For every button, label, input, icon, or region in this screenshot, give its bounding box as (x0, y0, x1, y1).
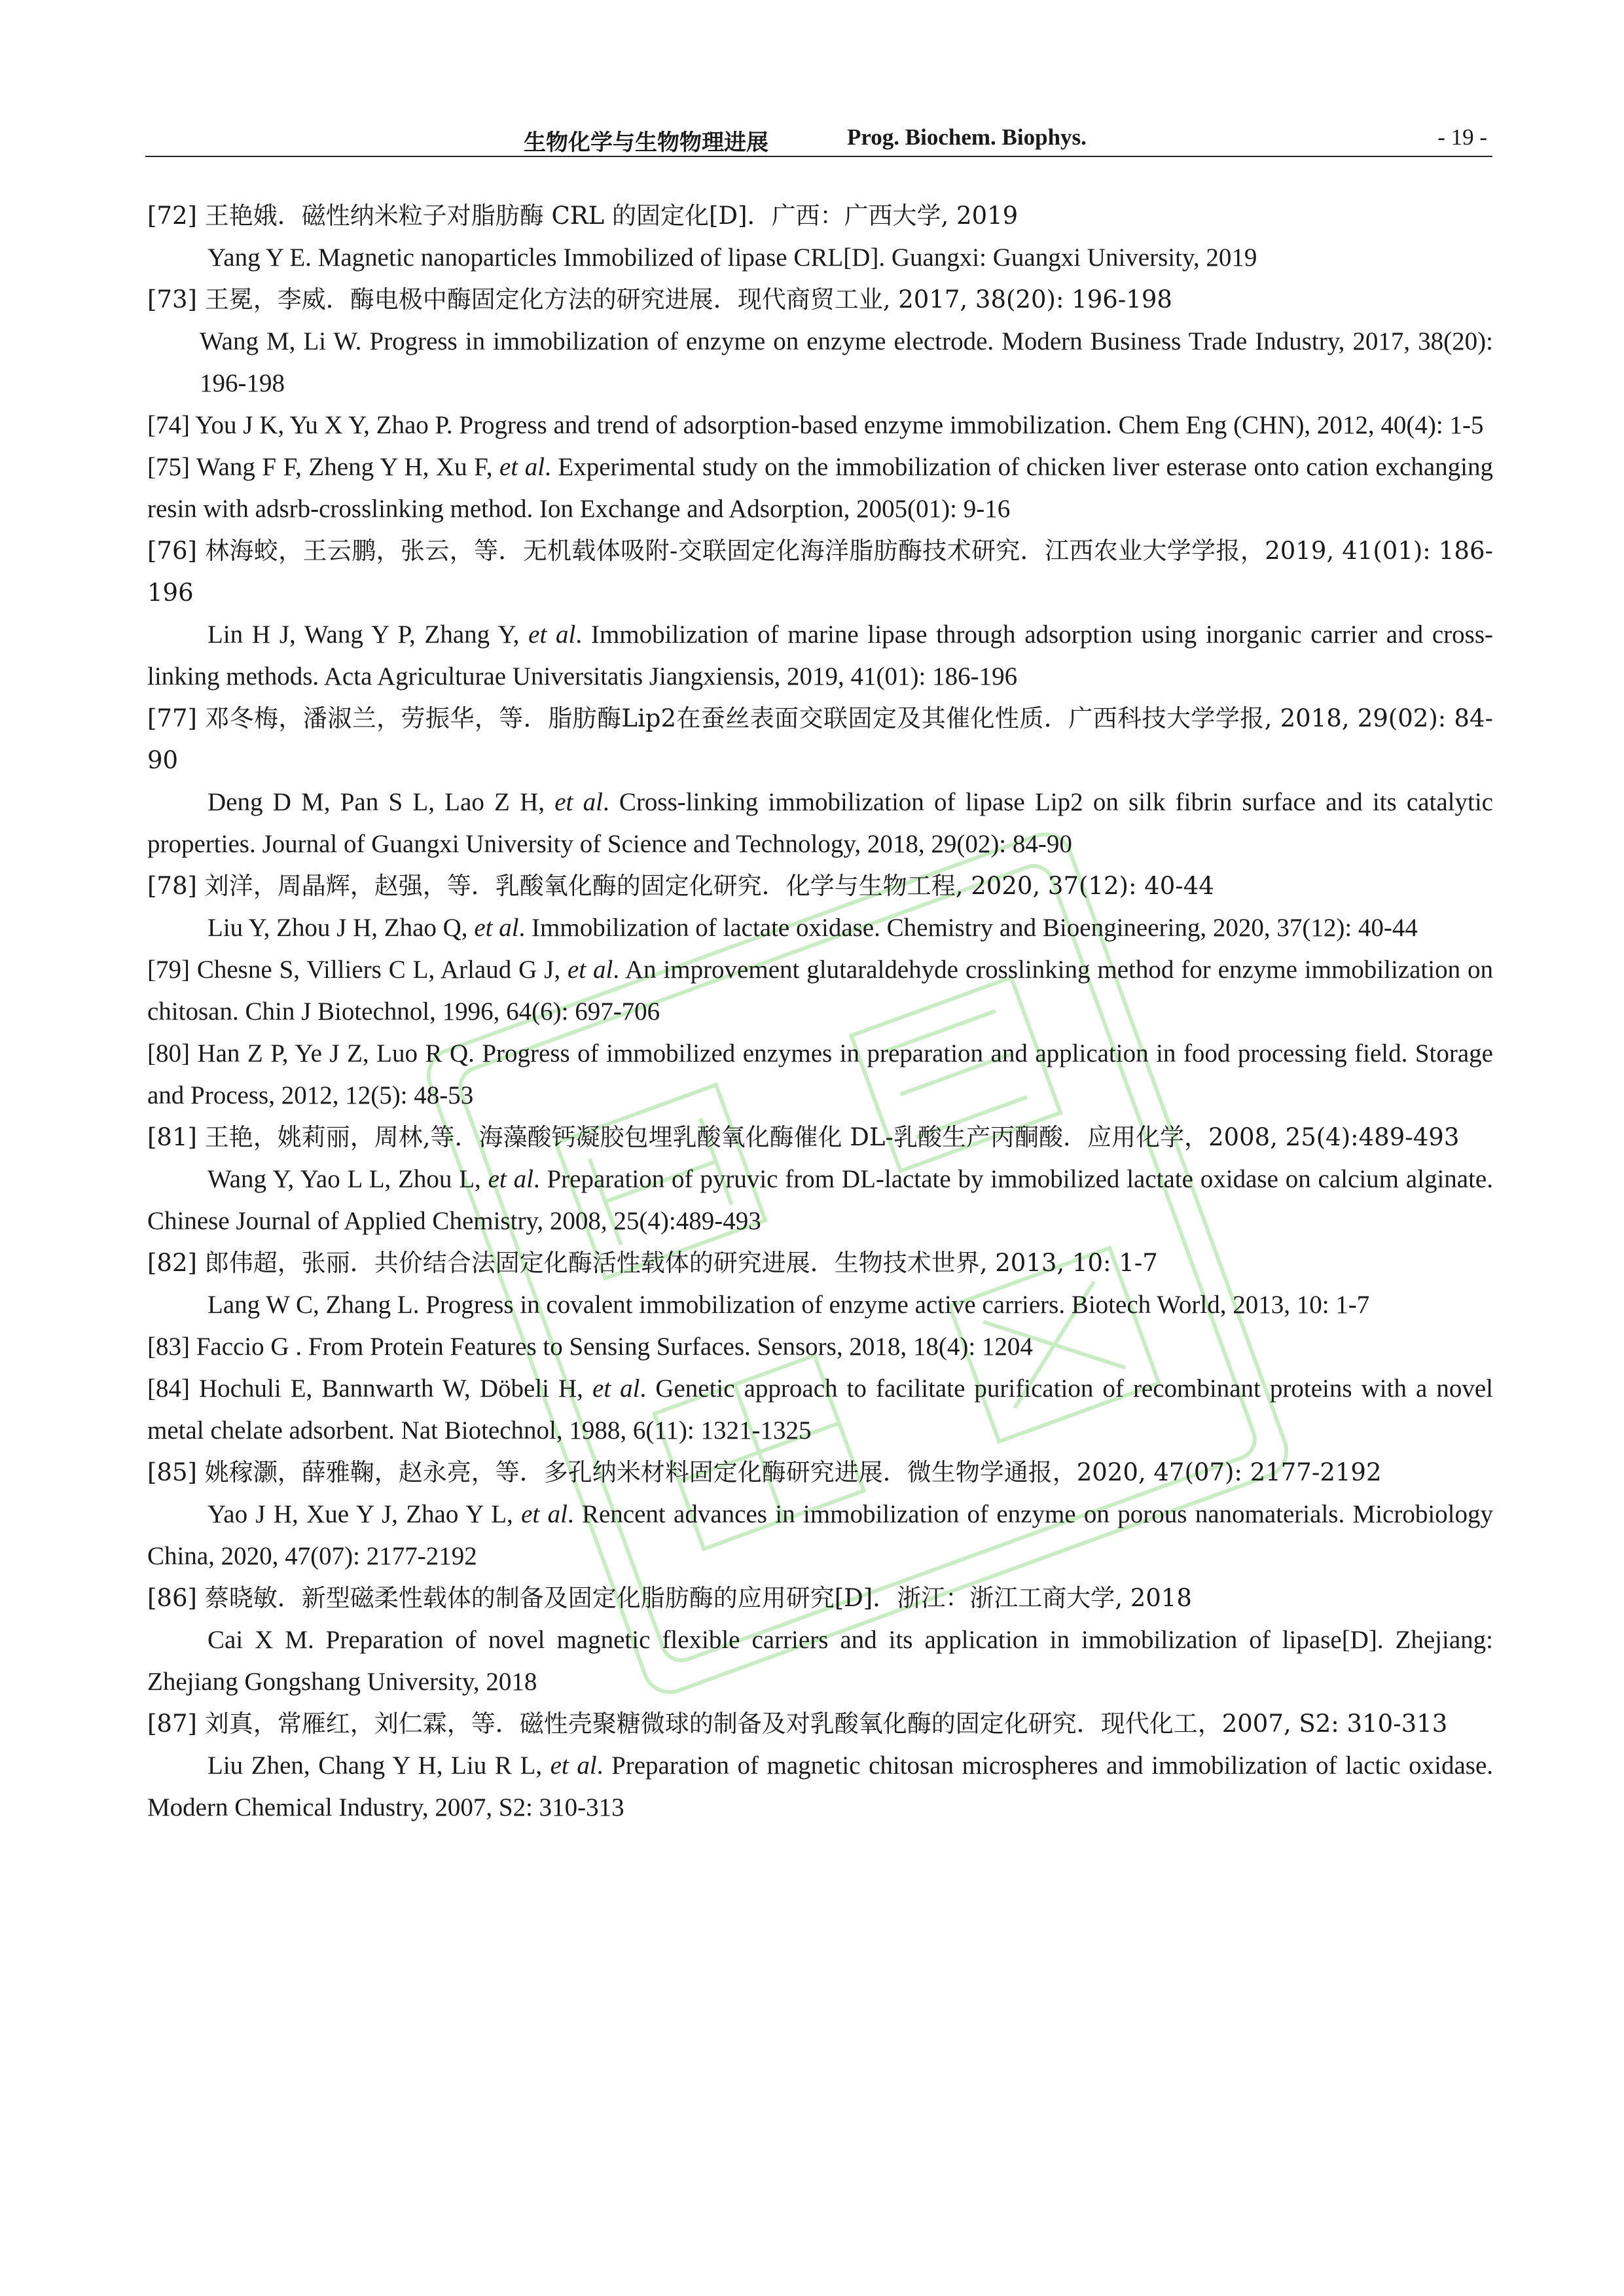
journal-title-english: Prog. Biochem. Biophys. (847, 124, 1087, 150)
reference-entry: Wang M, Li W. Progress in immobilization of enzyme on enzyme electrode. Modern Business Trade Industry, 2017, 38(20): 196-198 (200, 327, 1493, 397)
reference-details: . Immobilization of marine lipase through adsorption using inorganic carrier and cross-linking methods. Acta Agriculturae Universitatis Jiangxiensis, 2019, 41(01): 186-196 (147, 620, 1493, 691)
reference-authors: [75] Wang F F, Zheng Y H, Xu F, (147, 453, 500, 481)
reference-entry: [82] 郎伟超，张丽．共价结合法固定化酶活性载体的研究进展．生物技术世界, 2013, 10: 1-7 (147, 1249, 1158, 1277)
reference-entry: [76] 林海蛟，王云鹏，张云，等．无机载体吸附-交联固定化海洋脂肪酶技术研究．江西农业大学学报，2019, 41(01): 186-196 (147, 537, 1493, 607)
reference-details: . An improvement glutaraldehyde crosslinking method for enzyme immobilization on chitosan. Chin J Biotechnol, 1996, 64(6): 697-706 (147, 956, 1493, 1026)
reference-entry: [80] Han Z P, Ye J Z, Luo R Q. Progress of immobilized enzymes in preparation and application in food processing field. Storage and Process, 2012, 12(5): 48-53 (147, 1039, 1493, 1109)
et-al: et al (592, 1374, 640, 1403)
reference-authors: Lin H J, Wang Y P, Zhang Y, (208, 620, 529, 649)
reference-details: . Genetic approach to facilitate purification of recombinant proteins with a novel metal chelate adsorbent. Nat Biotechnol, 1988, 6(11): 1321-1325 (147, 1374, 1493, 1444)
reference-entry: [73] 王冕，李威．酶电极中酶固定化方法的研究进展．现代商贸工业, 2017, 38(20): 196-198 (147, 285, 1172, 314)
reference-entry: [81] 王艳，姚莉丽，周林,等．海藻酸钙凝胶包埋乳酸氧化酶催化 DL-乳酸生产丙酮酸．应用化学，2008, 25(4):489-493 (147, 1123, 1460, 1151)
journal-title-chinese: 生物化学与生物物理进展 (524, 130, 768, 156)
reference-entry (147, 1158, 1493, 1242)
et-al: et al (499, 453, 545, 481)
reference-entry (147, 614, 1493, 698)
running-header (145, 122, 1492, 157)
reference-entry: [87] 刘真，常雁红，刘仁霖，等．磁性壳聚糖微球的制备及对乳酸氧化酶的固定化研究．现代化工，2007, S2: 310-313 (147, 1710, 1448, 1738)
reference-entry (147, 949, 1493, 1033)
reference-entry (147, 1494, 1493, 1577)
reference-entry: [86] 蔡晓敏．新型磁柔性载体的制备及固定化脂肪酶的应用研究[D]．浙江：浙江工商大学, 2018 (147, 1584, 1192, 1612)
et-al: et al (474, 914, 519, 942)
reference-authors: [79] Chesne S, Villiers C L, Arlaud G J, (147, 956, 568, 984)
et-al: et al (528, 620, 576, 649)
reference-entry (147, 781, 1493, 865)
et-al: et al (488, 1165, 533, 1193)
reference-entry: Yang Y E. Magnetic nanoparticles Immobilized of lipase CRL[D]. Guangxi: Guangxi University, 2019 (208, 243, 1257, 272)
reference-authors: Liu Y, Zhou J H, Zhao Q, (208, 914, 475, 942)
reference-entry (147, 907, 1493, 949)
reference-entry: [72] 王艳娥．磁性纳米粒子对脂肪酶 CRL 的固定化[D]．广西：广西大学, 2019 (147, 202, 1019, 230)
et-al: et al (554, 788, 603, 816)
reference-list (147, 195, 1493, 1829)
reference-entry: [83] Faccio G . From Protein Features to Sensing Surfaces. Sensors, 2018, 18(4): 1204 (147, 1333, 1033, 1361)
reference-entry: Cai X M. Preparation of novel magnetic flexible carriers and its application in immobilization of lipase[D]. Zhejiang: Zhejiang Gongshang University, 2018 (147, 1626, 1493, 1696)
reference-authors: Yao J H, Xue Y J, Zhao Y L, (208, 1500, 522, 1528)
reference-authors: Liu Zhen, Chang Y H, Liu R L, (208, 1751, 550, 1780)
reference-details: . Preparation of pyruvic from DL-lactate by immobilized lactate oxidase on calcium alginate. Chinese Journal of Applied Chemistry, 2008, 25(4):489-493 (147, 1165, 1493, 1235)
reference-authors: Deng D M, Pan S L, Lao Z H, (208, 788, 555, 816)
reference-entry (147, 1745, 1493, 1829)
reference-authors: Wang Y, Yao L L, Zhou L, (208, 1165, 488, 1193)
reference-details: . Immobilization of lactate oxidase. Chemistry and Bioengineering, 2020, 37(12): 40-44 (518, 914, 1418, 942)
reference-entry: [77] 邓冬梅，潘淑兰，劳振华，等．脂肪酶Lip2在蚕丝表面交联固定及其催化性质．广西科技大学学报, 2018, 29(02): 84-90 (147, 704, 1493, 774)
reference-details: . Cross-linking immobilization of lipase Lip2 on silk fibrin surface and its catalytic properties. Journal of Guangxi University of Science and Technology, 2018, 29(02): 84-90 (147, 788, 1493, 858)
reference-entry (147, 446, 1493, 530)
et-al: et al (567, 956, 613, 984)
reference-details: . Preparation of magnetic chitosan microspheres and immobilization of lactic oxidase. Modern Chemical Industry, 2007, S2: 310-313 (147, 1751, 1494, 1821)
reference-authors: [84] Hochuli E, Bannwarth W, Döbeli H, (147, 1374, 592, 1403)
reference-entry: [74] You J K, Yu X Y, Zhao P. Progress and trend of adsorption-based enzyme immobilization. Chem Eng (CHN), 2012, 40(4): 1-5 (147, 411, 1484, 439)
reference-entry (147, 1368, 1493, 1452)
reference-entry: [85] 姚稼灏，薛雅鞠，赵永亮，等．多孔纳米材料固定化酶研究进展．微生物学通报，2020, 47(07): 2177-2192 (147, 1458, 1382, 1486)
et-al: et al (521, 1500, 568, 1528)
reference-entry: Lang W C, Zhang L. Progress in covalent immobilization of enzyme active carriers. Biotech World, 2013, 10: 1-7 (208, 1291, 1370, 1319)
reference-details: . Experimental study on the immobilization of chicken liver esterase onto cation exchanging resin with adsrb-crosslinking method. Ion Exchange and Adsorption, 2005(01): 9-16 (147, 453, 1494, 523)
page-number: - 19 - (1437, 124, 1487, 150)
et-al: et al (550, 1751, 597, 1780)
reference-entry: [78] 刘洋，周晶辉，赵强，等．乳酸氧化酶的固定化研究．化学与生物工程, 2020, 37(12): 40-44 (147, 872, 1214, 900)
reference-details: . Rencent advances in immobilization of enzyme on porous nanomaterials. Microbiology China, 2020, 47(07): 2177-2192 (147, 1500, 1493, 1570)
